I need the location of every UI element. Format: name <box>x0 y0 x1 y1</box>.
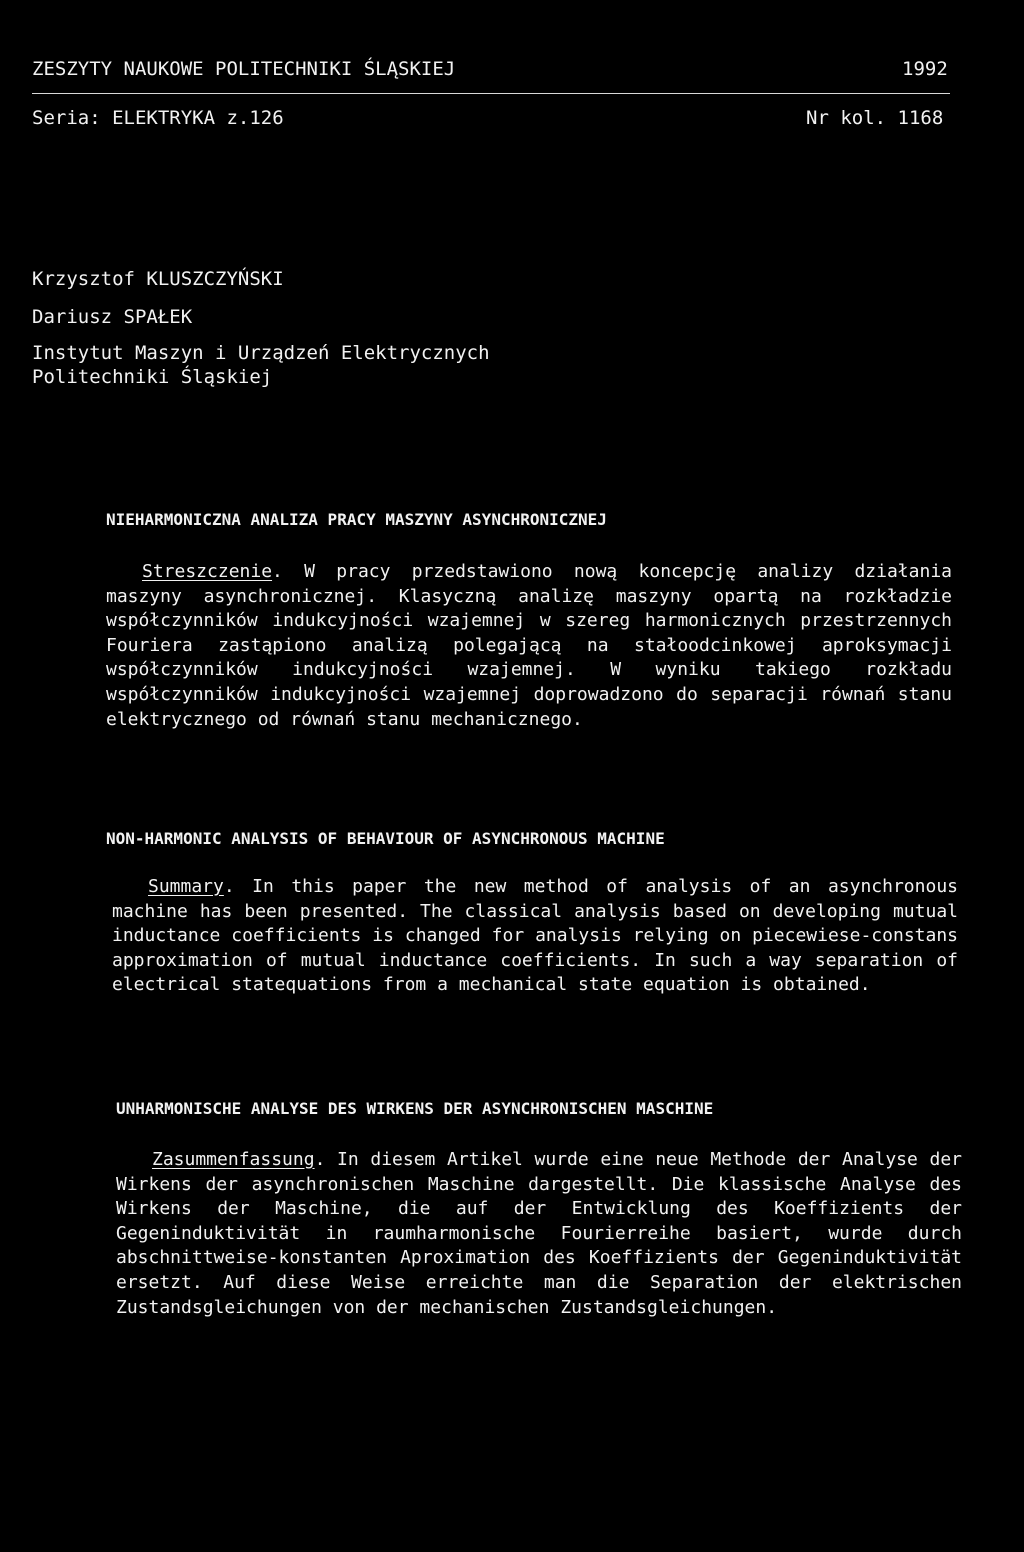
english-abstract <box>112 875 958 998</box>
publication-year: 1992 <box>902 58 948 80</box>
polish-abstract-body: . W pracy przedstawiono nową koncepcję analizy działania maszyny asynchronicznej. Klasyczną analizę maszyny opartą na rozkładzie współczynników indukcyjności wzajemnej w szereg harmonicznych przestrzennych Fouriera zastąpiono analizą polegającą na stałoodcinkowej aproksymacji współczynników indukcyjności wzajemnej. W wyniku takiego rozkładu współczynników indukcyjności wzajemnej doprowadzono do separacji równań stanu elektrycznego od równań stanu mechanicznego. <box>106 561 952 730</box>
author-1: Krzysztof KLUSZCZYŃSKI <box>32 268 284 290</box>
german-abstract <box>116 1148 962 1320</box>
journal-title: ZESZYTY NAUKOWE POLITECHNIKI ŚLĄSKIEJ <box>32 58 456 80</box>
polish-abstract-lead: Streszczenie <box>142 561 273 582</box>
affiliation-line-1: Instytut Maszyn i Urządzeń Elektrycznych <box>32 342 490 364</box>
header-rule <box>32 93 950 94</box>
german-title: UNHARMONISCHE ANALYSE DES WIRKENS DER ASYNCHRONISCHEN MASCHINE <box>116 1099 714 1118</box>
issue-number: Nr kol. 1168 <box>806 107 944 129</box>
german-abstract-body: . In diesem Artikel wurde eine neue Methode der Analyse der Wirkens der asynchronischen Maschine dargestellt. Die klassische Analyse des Wirkens der Maschine, die auf der Entwicklung des Koeffizients der Gegeninduktivität in raumharmonische Fourierreihe basiert, wurde durch abschnittweise-konstanten Aproximation des Koeffizients der Gegeninduktivität ersetzt. Auf diese Weise erreichte man die Separation der elektrischen Zustandsgleichungen von der mechanischen Zustandsgleichungen. <box>116 1149 962 1318</box>
english-title: NON-HARMONIC ANALYSIS OF BEHAVIOUR OF ASYNCHRONOUS MACHINE <box>106 829 665 848</box>
german-abstract-lead: Zasummenfassung <box>152 1149 315 1170</box>
polish-title: NIEHARMONICZNA ANALIZA PRACY MASZYNY ASYNCHRONICZNEJ <box>106 510 607 529</box>
english-abstract-body: . In this paper the new method of analysis of an asynchronous machine has been presented. The classical analysis based on developing mutual inductance coefficients is changed for analysis relying on piecewiese-constans approximation of mutual inductance coefficients. In such a way separation of electrical statequations from a mechanical state equation is obtained. <box>112 876 958 996</box>
author-2: Dariusz SPAŁEK <box>32 306 193 328</box>
english-abstract-lead: Summary <box>148 876 224 897</box>
affiliation-line-2: Politechniki Śląskiej <box>32 366 273 388</box>
polish-abstract <box>106 560 952 732</box>
series-label: Seria: ELEKTRYKA z.126 <box>32 107 284 129</box>
